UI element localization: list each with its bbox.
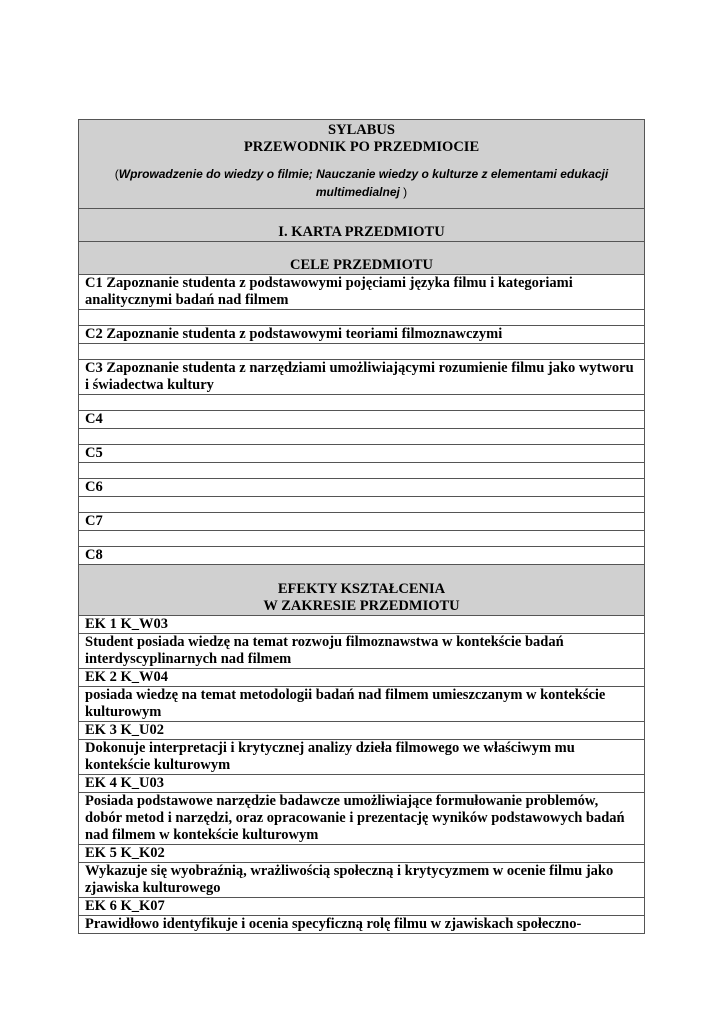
goal-row (79, 547, 645, 565)
goal-c2: C2 Zapoznanie studenta z podstawowymi teoriami filmoznawczymi (79, 326, 645, 344)
outcome-code-row (79, 775, 645, 793)
efekty-title-line2: W ZAKRESIE PRZEDMIOTU (263, 598, 460, 614)
goal-row (79, 445, 645, 463)
outcome-code-row (79, 669, 645, 687)
outcome-desc-ek6: Prawidłowo identyfikuje i ocenia specyficzną rolę filmu w zjawiskach społeczno- (79, 916, 645, 934)
header-cell (79, 120, 645, 209)
empty-cell (79, 531, 645, 547)
outcome-code-ek6: EK 6 K_K07 (79, 898, 645, 916)
syllabus-table (78, 119, 645, 934)
outcome-desc-row (79, 740, 645, 775)
outcome-desc-ek3: Dokonuje interpretacji i krytycznej analizy dzieła filmowego we właściwym mu kontekście kulturowym (79, 740, 645, 775)
section-heading-efekty (79, 565, 645, 616)
course-names-text: Wprowadzenie do wiedzy o filmie; Nauczanie wiedzy o kulturze z elementami edukacji multimedialnej (118, 167, 609, 199)
outcome-desc-row (79, 916, 645, 934)
efekty-heading-row (79, 565, 645, 616)
goal-row (79, 360, 645, 395)
cele-heading-row (79, 242, 645, 275)
outcome-code-ek1: EK 1 K_W03 (79, 616, 645, 634)
spacer-row (79, 463, 645, 479)
outcome-desc-row (79, 793, 645, 845)
spacer-row (79, 395, 645, 411)
spacer-row (79, 497, 645, 513)
goal-c5: C5 (79, 445, 645, 463)
goal-c8: C8 (79, 547, 645, 565)
section-heading-karta: I. KARTA PRZEDMIOTU (79, 209, 645, 242)
karta-row (79, 209, 645, 242)
outcome-desc-ek1: Student posiada wiedzę na temat rozwoju filmoznawstwa w kontekście badań interdyscyplinarnych nad filmem (79, 634, 645, 669)
outcome-code-row (79, 845, 645, 863)
spacer-row (79, 344, 645, 360)
goal-row (79, 326, 645, 344)
empty-cell (79, 310, 645, 326)
outcome-desc-ek2: posiada wiedzę na temat metodologii badań nad filmem umieszczanym w kontekście kulturowym (79, 687, 645, 722)
outcome-code-row (79, 898, 645, 916)
goal-row (79, 513, 645, 531)
paren-close: ) (399, 185, 408, 199)
spacer-row (79, 531, 645, 547)
goal-c3: C3 Zapoznanie studenta z narzędziami umożliwiającymi rozumienie filmu jako wytworu i świadectwa kultury (79, 360, 645, 395)
efekty-title-line1: EFEKTY KSZTAŁCENIA (277, 581, 446, 597)
section-heading-cele: CELE PRZEDMIOTU (79, 242, 645, 275)
goal-c6: C6 (79, 479, 645, 497)
syllabus-page (78, 119, 645, 934)
outcome-code-row (79, 616, 645, 634)
outcome-code-ek2: EK 2 K_W04 (79, 669, 645, 687)
outcome-desc-row (79, 687, 645, 722)
outcome-desc-ek4: Posiada podstawowe narzędzie badawcze umożliwiające formułowanie problemów, dobór metod i narzędzi, oraz opracowanie i prezentację wyników podstawowych badań nad filmem w kontekście kulturowym (79, 793, 645, 845)
empty-cell (79, 463, 645, 479)
goal-row (79, 275, 645, 310)
header-row (79, 120, 645, 209)
goal-c7: C7 (79, 513, 645, 531)
goal-c1: C1 Zapoznanie studenta z podstawowymi pojęciami języka filmu i kategoriami analitycznymi badań nad filmem (79, 275, 645, 310)
empty-cell (79, 429, 645, 445)
outcome-code-ek3: EK 3 K_U02 (79, 722, 645, 740)
outcome-code-ek4: EK 4 K_U03 (79, 775, 645, 793)
document-title: SYLABUS (328, 122, 395, 138)
empty-cell (79, 344, 645, 360)
outcome-desc-ek5: Wykazuje się wyobraźnią, wrażliwością społeczną i krytycyzmem w ocenie filmu jako zjawiska kulturowego (79, 863, 645, 898)
goal-row (79, 411, 645, 429)
outcome-desc-row (79, 863, 645, 898)
empty-cell (79, 395, 645, 411)
outcome-code-ek5: EK 5 K_K02 (79, 845, 645, 863)
goal-c4: C4 (79, 411, 645, 429)
document-subtitle: PRZEWODNIK PO PRZEDMIOCIE (243, 139, 480, 155)
empty-cell (79, 497, 645, 513)
paren-open: ( (114, 167, 119, 181)
outcome-desc-row (79, 634, 645, 669)
outcome-code-row (79, 722, 645, 740)
course-names (85, 165, 638, 201)
spacer-row (79, 429, 645, 445)
spacer-row (79, 310, 645, 326)
goal-row (79, 479, 645, 497)
